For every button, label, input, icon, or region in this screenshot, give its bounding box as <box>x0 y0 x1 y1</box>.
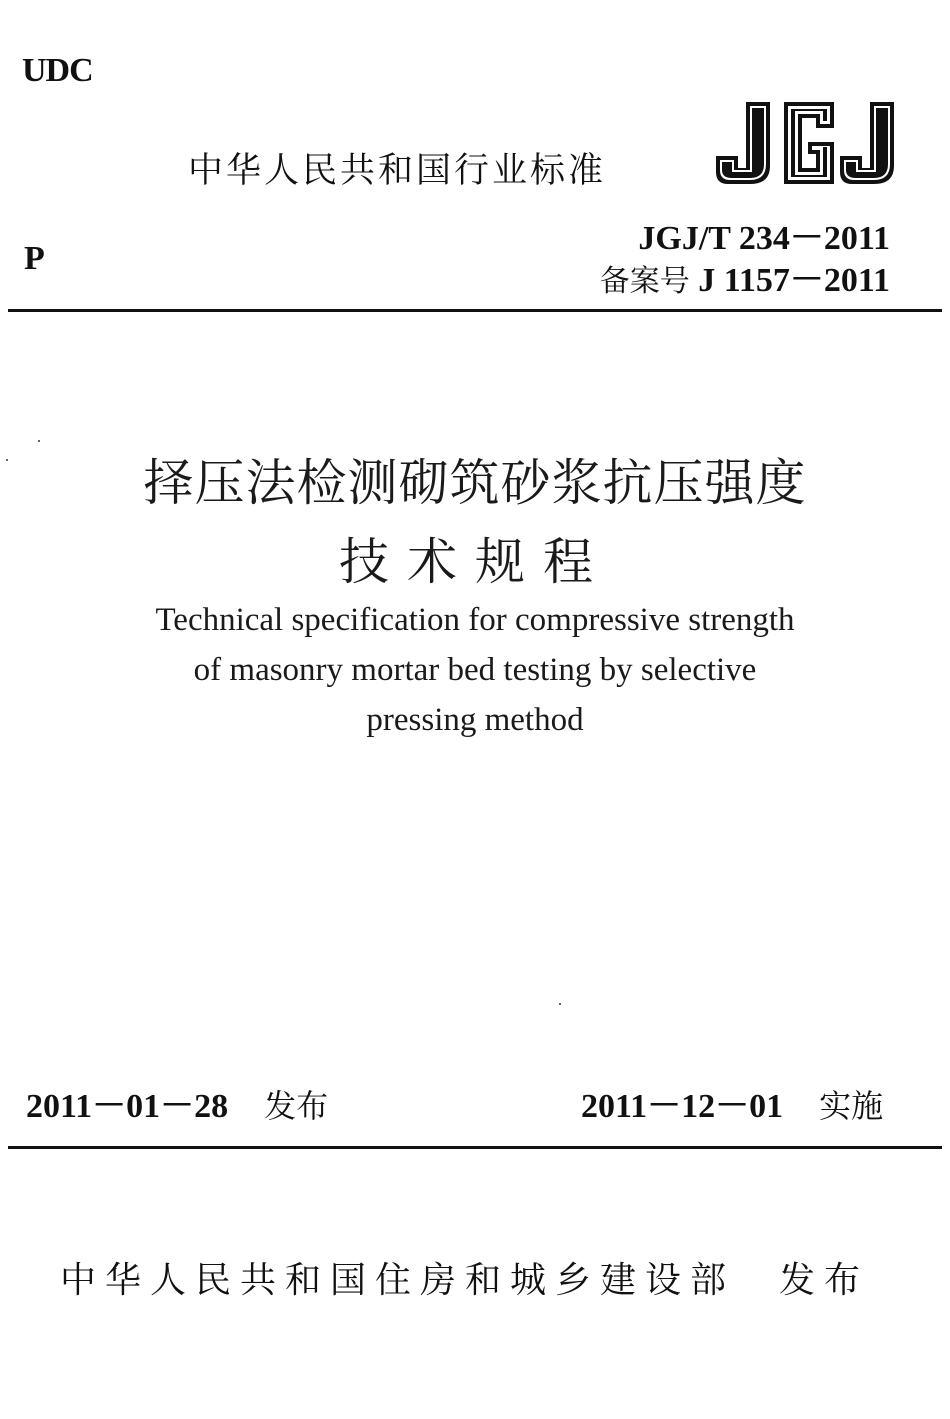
publish-date: 2011－01－28 <box>26 1088 229 1125</box>
title-chinese-line-1: 择压法检测砌筑砂浆抗压强度 <box>143 454 807 512</box>
record-label: 备案号 <box>599 264 690 299</box>
top-divider <box>8 309 942 312</box>
publish-date-block <box>26 1078 328 1127</box>
bottom-divider <box>8 1146 942 1149</box>
record-line <box>600 252 890 301</box>
record-number: J 1157－2011 <box>698 262 890 299</box>
scan-speck <box>559 1003 561 1005</box>
jgj-logo <box>712 98 898 186</box>
publish-label: 发布 <box>264 1087 329 1125</box>
publisher-name: 中华人民共和国住房和城乡建设部 <box>60 1260 736 1301</box>
effective-label: 实施 <box>819 1087 884 1125</box>
effective-date: 2011－12－01 <box>581 1088 784 1125</box>
effective-date-block <box>581 1078 883 1127</box>
publisher-action: 发布 <box>779 1260 870 1301</box>
standard-code: JGJ/T 234－2011 <box>638 220 890 257</box>
title-english-line-2: of masonry mortar bed testing by selective <box>193 652 757 688</box>
udc-label: UDC <box>22 52 93 89</box>
issuer-title: 中华人民共和国行业标准 <box>188 151 607 191</box>
title-english-line-3: pressing method <box>366 702 584 738</box>
title-english-line-1: Technical specification for compressive strength <box>155 602 795 638</box>
scan-speck <box>38 440 40 442</box>
publisher-line <box>60 1252 869 1303</box>
title-chinese-line-2: 技术规程 <box>339 533 611 591</box>
classification-label: P <box>24 240 45 277</box>
